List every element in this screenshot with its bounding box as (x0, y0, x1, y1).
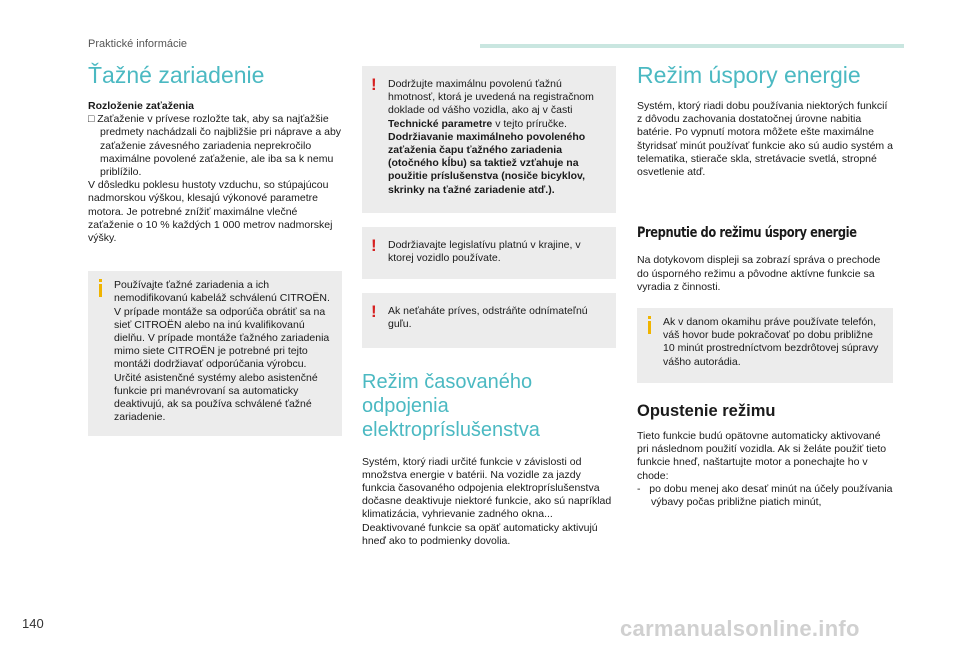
load-item (88, 113, 342, 179)
switch-heading: Prepnutie do režimu úspory energie (637, 225, 857, 242)
info-box-phone (637, 308, 893, 383)
exit-item (637, 483, 893, 509)
warning-legislation-text: Dodržiavajte legislatívu platnú v krajine, v ktorej vozidlo používate. (388, 238, 581, 265)
page-number: 140 (22, 616, 44, 631)
section-label: Praktické informácie (88, 38, 188, 50)
column-towing (88, 62, 342, 436)
warning-icon: ! (371, 235, 377, 255)
warning-box-ball (362, 293, 616, 347)
warning-weight-part1: Dodržujte maximálnu povolenú ťažnú hmotnosť, ktorá je uvedená na registračnom doklade od vášho vozidla, ako aj v časti (388, 78, 594, 117)
timer-text: Systém, ktorý riadi určité funkcie v závislosti od množstva energie v batérii. Na vozidle za jazdy funkcia časovaného odpojenia elektropríslušenstva dočasne deaktivuje niektoré funkcie, ako sú napríklad klimatizácia, vyhrievanie zadného okna... Deaktivované funkcie sa opäť automaticky aktivujú hneď ako to podmienky dovolia. (362, 455, 612, 547)
energy-title: Režim úspory energie (637, 62, 861, 88)
load-item-text: Zaťaženie v prívese rozložte tak, aby sa najťažšie predmety nachádzali čo najbližšie pri náprave a aby zaťaženie závesného zariadenia neprekročilo maximálne povolené zaťaženie, ale iba sa k nemu priblížilo. (97, 113, 342, 179)
energy-intro: Systém, ktorý riadi dobu používania niektorých funkcií z dôvodu zachovania dostatočnej úrovne nabitia batérie. Po vypnutí motora môžete ešte maximálne štyridsať minút používať funkcie ako sú audio systém a telematika, stierače skla, stretávacie svetlá, stropné osvetlenie atď. (637, 100, 893, 179)
bullet-square-icon: □ (88, 113, 98, 126)
info-icon (648, 321, 651, 334)
info-icon (99, 284, 102, 297)
dash-bullet: - (637, 482, 650, 495)
info-icon-dot (99, 279, 102, 282)
warning-weight-part2: v tejto príručke. (492, 117, 567, 130)
watermark: carmanualsonline.info (620, 616, 860, 641)
column-warnings (362, 66, 616, 548)
info-box-towbar (88, 271, 342, 436)
column-energy (637, 62, 893, 509)
warning-icon: ! (371, 302, 377, 322)
warning-weight-text (388, 78, 608, 131)
exit-heading: Opustenie režimu (637, 401, 776, 420)
load-heading: Rozloženie zaťaženia (88, 100, 194, 112)
warning-box-legislation (362, 227, 616, 279)
switch-text: Na dotykovom displeji sa zobrazí správa o prechode do úsporného režimu a pôvodne aktívne funkcie sa vyradia z činnosti. (637, 254, 881, 293)
info-box-towbar-text: Používajte ťažné zariadenia a ich nemodifikovanú kabeláž schválenú CITROËN. V prípade montáže sa odporúča obrátiť sa na sieť CITROËN alebo na inú kvalifikovanú dielňu. V prípade montáže ťažného zariadenia mimo siete CITROËN je potrebné pri tejto montáži dodržiavať odporúčania výrobcu. Určité asistenčné systémy alebo asistenčné funkcie pri manévrovaní sa automaticky deaktivujú, ak sa používa schválené ťažné zariadenie. (114, 279, 330, 424)
timer-title: Režim časovaného odpojenia elektropríslušenstva (362, 370, 540, 441)
exit-item-text: po dobu menej ako desať minút na účely používania výbavy počas približne piatich minút, (649, 482, 893, 509)
warning-icon: ! (371, 75, 377, 94)
info-box-phone-text: Ak v danom okamihu práve používate telefón, váš hovor bude pokračovať po dobu približne 10 minút prostredníctvom bezdrôtovej súpravy vášho autorádia. (663, 316, 879, 368)
info-icon-dot (648, 316, 651, 319)
warning-ball-text: Ak neťaháte príves, odstráňte odnímateľnú guľu. (388, 305, 588, 331)
header-bar (480, 44, 904, 48)
warning-weight-emph: Technické parametre (388, 117, 493, 130)
warning-box-weight (362, 66, 616, 213)
exit-text: Tieto funkcie budú opätovne automaticky aktivované pri následnom použití vozidla. Ak si želáte použiť tieto funkcie hneď, naštartujte motor a ponechajte ho v chode: (637, 430, 887, 482)
load-paragraph: V dôsledku poklesu hustoty vzduchu, so stúpajúcou nadmorskou výškou, klesajú výkonové parametre motora. Je potrebné znížiť maximálne vlečné zaťaženie o 10 % každých 1 000 metrov nadmorskej výšky. (88, 179, 333, 245)
towing-title: Ťažné zariadenie (88, 62, 265, 88)
warning-weight-bold: Dodržiavanie maximálneho povoleného zaťaženia čapu ťažného zariadenia (otočného kĺbu) sa taktiež vzťahuje na použitie príslušenstva (nosiče bicyklov, skrinky na ťažné zariadenie atď.). (388, 130, 586, 196)
